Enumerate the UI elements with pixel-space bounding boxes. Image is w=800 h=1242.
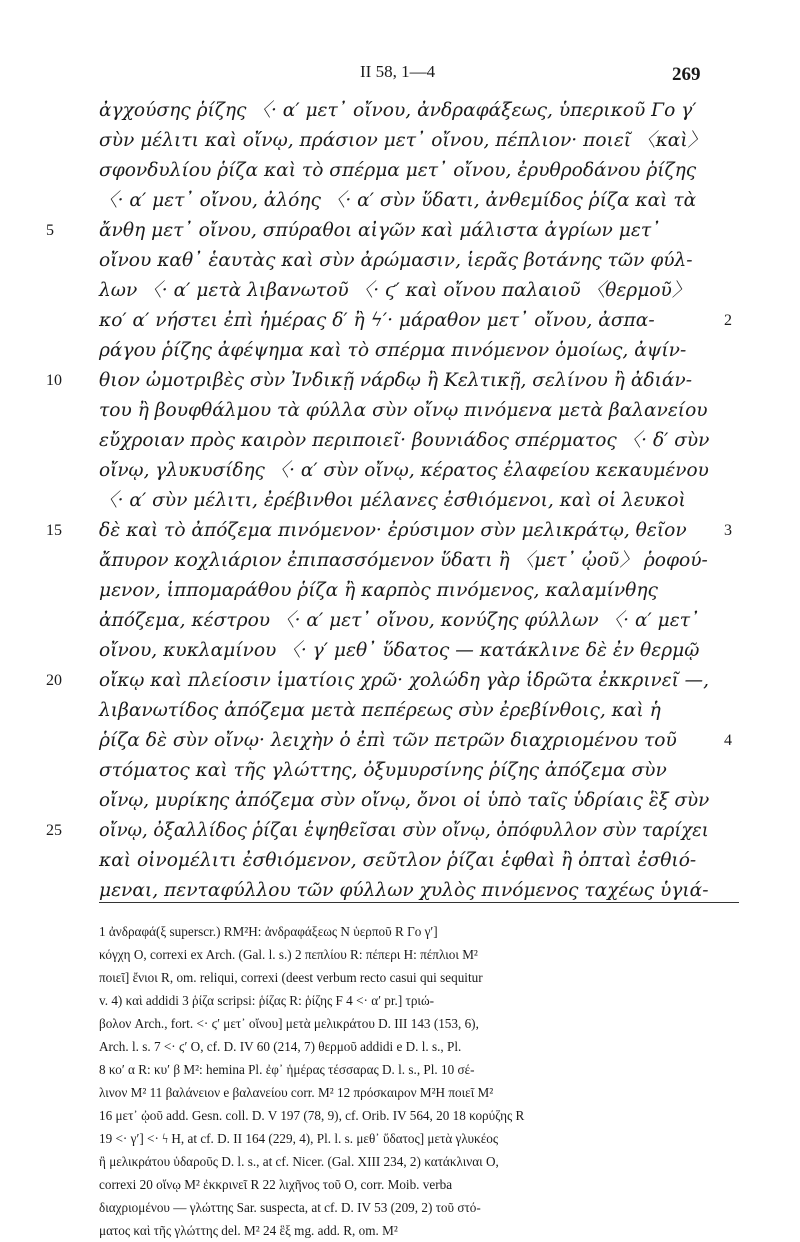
apparatus-line: κόγχη O, correxi ex Arch. (Gal. l. s.) 2 πεπλίου R: πέπερι H: πέπλιοι M² xyxy=(99,947,478,962)
line-text: ἀγχούσης ῥίζης 〈· α′ μετ᾽ οἴνου, ἀνδραφάξεως, ὑπερικοῦ Γο γ′ xyxy=(99,100,697,121)
text-line xyxy=(0,606,800,636)
line-text: οἴκῳ καὶ πλείοσιν ἱματίοις χρῶ· χολώδη γὰρ ἱδρῶτα ἐκκρινεῖ —, xyxy=(99,670,709,691)
page-number: 269 xyxy=(672,64,701,85)
apparatus-line: Arch. l. s. 7 <· ϛ′ O, cf. D. IV 60 (214, 7) θερμοῦ addidi e D. l. s., Pl. xyxy=(99,1039,462,1054)
line-text: του ἢ βουφθάλμου τὰ φύλλα σὺν οἴνῳ πινόμενα μετὰ βαλανείου xyxy=(99,400,708,421)
text-line xyxy=(0,696,800,726)
apparatus-line: ἢ μελικράτου ὑδαροῦς D. l. s., at cf. Nicer. (Gal. XIII 234, 2) κατάκλιναι O, xyxy=(99,1154,499,1169)
line-number: 20 xyxy=(46,672,62,689)
footnote-rule xyxy=(99,902,739,903)
text-line xyxy=(0,336,800,366)
line-text: 〈· α′ μετ᾽ οἴνου, ἀλόης 〈· α′ σὺν ὕδατι, ἀνθεμίδος ῥίζα καὶ τὰ xyxy=(99,190,697,211)
critical-apparatus xyxy=(99,920,739,1242)
text-line xyxy=(0,576,800,606)
text-line xyxy=(0,666,800,696)
line-number: 25 xyxy=(46,822,62,839)
text-line xyxy=(0,96,800,126)
line-number: 5 xyxy=(46,222,54,239)
running-head: II 58, 1—4 xyxy=(360,62,436,81)
apparatus-line: v. 4) καὶ addidi 3 ῥίζα scripsi: ῥίζας R: ῥίζης F 4 <· α′ pr.] τριώ- xyxy=(99,993,435,1008)
text-line xyxy=(0,126,800,156)
text-line xyxy=(0,726,800,756)
margin-section-number: 4 xyxy=(724,732,732,749)
line-text: εὔχροιαν πρὸς καιρὸν περιποιεῖ· βουνιάδος σπέρματος 〈· δ′ σὺν xyxy=(99,430,710,451)
line-text: στόματος καὶ τῆς γλώττης, ὀξυμυρσίνης ῥίζης ἀπόζεμα σὺν xyxy=(99,760,667,781)
line-text: λιβανωτίδος ἀπόζεμα μετὰ πεπέρεως σὺν ἐρεβίνθοις, καὶ ἡ xyxy=(99,700,661,721)
line-text: μεναι, πενταφύλλου τῶν φύλλων χυλὸς πινόμενος ταχέως ὑγιά- xyxy=(99,880,709,901)
text-line xyxy=(0,456,800,486)
text-line xyxy=(0,186,800,216)
line-text: οἴνου καθ᾽ ἑαυτὰς καὶ σὺν ἀρώμασιν, ἱερᾶς βοτάνης τῶν φύλ- xyxy=(99,250,693,271)
text-line xyxy=(0,366,800,396)
line-text: ἀπόζεμα, κέστρου 〈· α′ μετ᾽ οἴνου, κονύζης φύλλων 〈· α′ μετ᾽ xyxy=(99,610,700,631)
text-line xyxy=(0,516,800,546)
apparatus-line: ποιεῖ] ἔνιοι R, om. reliqui, correxi (deest verbum recto casui qui sequitur xyxy=(99,970,483,985)
apparatus-line: βολον Arch., fort. <· ϛ′ μετ᾽ οἴνου] μετὰ μελικράτου D. III 143 (153, 6), xyxy=(99,1016,479,1031)
apparatus-line: διαχριομένου — γλώττης Sar. suspecta, at cf. D. IV 53 (209, 2) τοῦ στό- xyxy=(99,1200,481,1215)
line-text: οἴνῳ, μυρίκης ἀπόζεμα σὺν οἴνῳ, ὄνοι οἱ ὑπὸ ταῖς ὑδρίαις ἓξ σὺν xyxy=(99,790,710,811)
line-text: οἴνου, κυκλαμίνου 〈· γ′ μεθ᾽ ὕδατος — κατάκλινε δὲ ἐν θερμῷ xyxy=(99,640,700,661)
apparatus-line: 1 ἀνδραφά(ξ superscr.) RM²H: ἀνδραφάξεως N ὑερποῦ R Γο γ′] xyxy=(99,924,438,939)
text-line xyxy=(0,546,800,576)
line-number: 10 xyxy=(46,372,62,389)
text-line xyxy=(0,486,800,516)
text-line xyxy=(0,756,800,786)
line-text: ἄνθη μετ᾽ οἴνου, σπύραθοι αἰγῶν καὶ μάλιστα ἀγρίων μετ᾽ xyxy=(99,220,661,241)
apparatus-line: λινον M² 11 βαλάνειον e βαλανείου corr. M² 12 πρόσκαιρον M²H ποιεῖ M² xyxy=(99,1085,494,1100)
line-text: σφονδυλίου ῥίζα καὶ τὸ σπέρμα μετ᾽ οἴνου, ἐρυθροδάνου ῥίζης xyxy=(99,160,697,181)
line-text: λων 〈· α′ μετὰ λιβανωτοῦ 〈· ϛ′ καὶ οἴνου παλαιοῦ 〈θερμοῦ〉 xyxy=(99,280,691,301)
line-text: κο′ α′ νήστει ἐπὶ ἡμέρας δ′ ἢ ϟ′· μάραθον μετ᾽ οἴνου, ἀσπα- xyxy=(99,310,655,331)
text-line xyxy=(0,816,800,846)
line-text: ῥίζα δὲ σὺν οἴνῳ· λειχὴν ὁ ἐπὶ τῶν πετρῶν διαχριομένου τοῦ xyxy=(99,730,677,751)
line-text: καὶ οἰνομέλιτι ἐσθιόμενον, σεῦτλον ῥίζαι ἑφθαὶ ἢ ὀπταὶ ἐσθιό- xyxy=(99,850,697,871)
page-header xyxy=(0,62,800,92)
line-text: ράγου ῥίζης ἀφέψημα καὶ τὸ σπέρμα πινόμενον ὁμοίως, ἀψίν- xyxy=(99,340,687,361)
text-line xyxy=(0,426,800,456)
text-line xyxy=(0,396,800,426)
line-text: δὲ καὶ τὸ ἀπόζεμα πινόμενον· ἐρύσιμον σὺν μελικράτῳ, θεῖον xyxy=(99,520,687,541)
text-line xyxy=(0,276,800,306)
line-text: θιον ὠμοτριβὲς σὺν Ἰνδικῇ νάρδῳ ἢ Κελτικῇ, σελίνου ἢ ἀδιάν- xyxy=(99,370,693,391)
apparatus-line: 19 <· γ′] <· ϟ H, at cf. D. II 164 (229, 4), Pl. l. s. μεθ᾽ ὕδατος] μετὰ γλυκέος xyxy=(99,1131,499,1146)
text-line xyxy=(0,846,800,876)
line-text: 〈· α′ σὺν μέλιτι, ἐρέβινθοι μέλανες ἐσθιόμενοι, καὶ οἱ λευκοὶ xyxy=(99,490,686,511)
margin-section-number: 3 xyxy=(724,522,732,539)
apparatus-line: correxi 20 οἴνῳ M² ἐκκρινεῖ R 22 λιχῆνος τοῦ O, corr. Moib. verba xyxy=(99,1177,453,1192)
line-text: μενον, ἱππομαράθου ῥίζα ἢ καρπὸς πινόμενος, καλαμίνθης xyxy=(99,580,658,601)
line-text: σὺν μέλιτι καὶ οἴνῳ, πράσιον μετ᾽ οἴνου, πέπλιον· ποιεῖ 〈καὶ〉 xyxy=(99,130,707,151)
apparatus-line: 8 κο′ α R: κυ′ β M²: hemina Pl. ἐφ᾽ ἡμέρας τέσσαρας D. l. s., Pl. 10 σέ- xyxy=(99,1062,475,1077)
text-line xyxy=(0,246,800,276)
text-line xyxy=(0,636,800,666)
text-line xyxy=(0,156,800,186)
line-text: ἄπυρον κοχλιάριον ἐπιπασσόμενον ὕδατι ἢ 〈μετ᾽ ᾠοῦ〉 ῥοφού- xyxy=(99,550,708,571)
text-line xyxy=(0,306,800,336)
text-line xyxy=(0,216,800,246)
apparatus-line: 16 μετ᾽ ᾠοῦ add. Gesn. coll. D. V 197 (78, 9), cf. Orib. IV 564, 20 18 κορύζης R xyxy=(99,1108,525,1123)
line-text: οἴνῳ, ὀξαλλίδος ῥίζαι ἑψηθεῖσαι σὺν οἴνῳ, ὀπόφυλλον σὺν ταρίχει xyxy=(99,820,709,841)
apparatus-line: ματος καὶ τῆς γλώττης del. M² 24 ἓξ mg. add. R, om. M² xyxy=(99,1223,398,1238)
line-number: 15 xyxy=(46,522,62,539)
line-text: οἴνῳ, γλυκυσίδης 〈· α′ σὺν οἴνῳ, κέρατος ἐλαφείου κεκαυμένου xyxy=(99,460,709,481)
text-line xyxy=(0,786,800,816)
margin-section-number: 2 xyxy=(724,312,732,329)
